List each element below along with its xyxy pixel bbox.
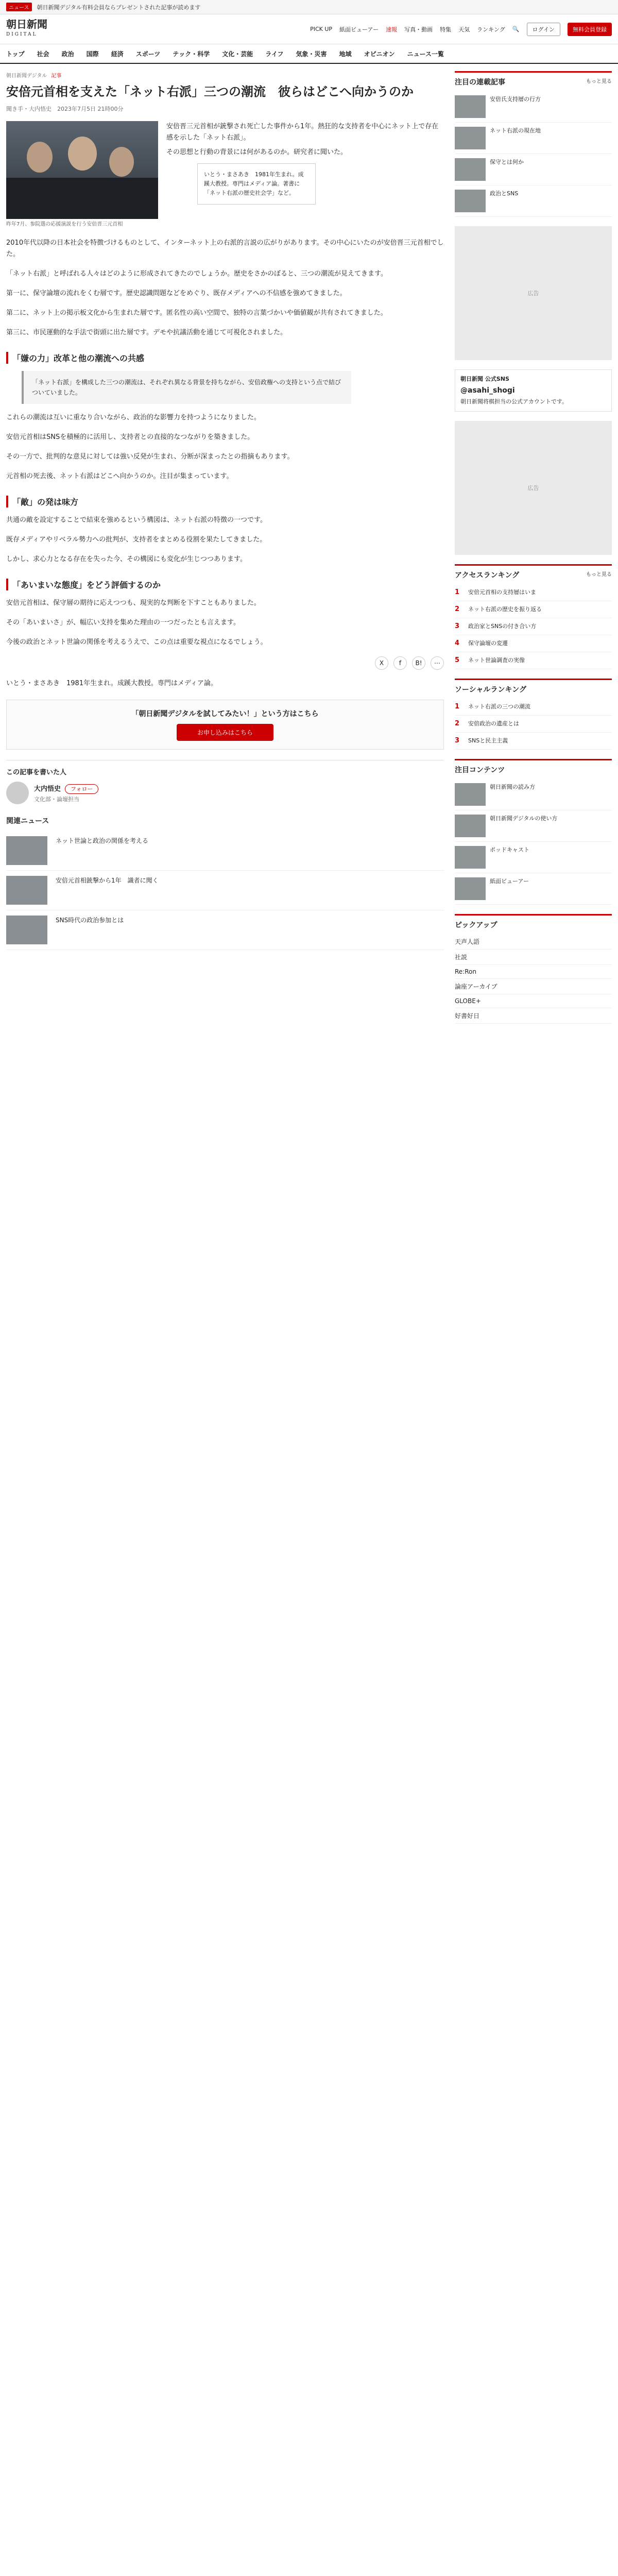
paragraph: 共通の敵を設定することで結束を強めるという構図は、ネット右派の特徴の一つです。 bbox=[6, 516, 267, 524]
header-link[interactable]: PICK UP bbox=[310, 26, 333, 32]
breadcrumb: 朝日新聞デジタル 記事 bbox=[6, 73, 62, 79]
top-banner[interactable] bbox=[0, 0, 618, 14]
side-link[interactable]: GLOBE+ bbox=[455, 994, 612, 1008]
paragraph: 今後の政治とネット世論の関係を考えるうえで、この点は重要な視点になるでしょう。 bbox=[6, 638, 267, 646]
paragraph: 第一に、保守論壇の流れをくむ層です。歴史認識問題などをめぐり、既存メディアへの不信感を強めてきました。 bbox=[6, 290, 347, 297]
article bbox=[6, 64, 444, 1033]
promo-text: 「朝日新聞デジタルを試してみたい！」という方はこちら bbox=[131, 710, 319, 718]
x-share-icon[interactable]: X bbox=[375, 656, 388, 670]
author-heading: この記事を書いた人 bbox=[6, 769, 67, 776]
paragraph: 元首相の死去後、ネット右派はどこへ向かうのか。注目が集まっています。 bbox=[6, 472, 233, 480]
byline: 聞き手・大内悟史 2023年7月5日 21時00分 bbox=[6, 106, 124, 112]
nav-item[interactable]: トップ bbox=[6, 50, 25, 58]
main-nav bbox=[0, 44, 618, 64]
sidebar bbox=[455, 64, 612, 1033]
article-body bbox=[6, 238, 444, 648]
paragraph: しかし、求心力となる存在を失った今、その構図にも変化が生じつつあります。 bbox=[6, 555, 247, 563]
quote-box: 「ネット右派」を構成した三つの潮流は、それぞれ異なる背景を持ちながら、安倍政権への支持という点で結びついていました。 bbox=[22, 371, 351, 404]
paragraph: 「ネット右派」と呼ばれる人々はどのように形成されてきたのでしょうか。歴史をさかのぼると、三つの潮流が見えてきます。 bbox=[6, 270, 387, 278]
paragraph: 安倍元首相はSNSを積極的に活用し、支持者との直接的なつながりを築きました。 bbox=[6, 433, 254, 441]
header-link[interactable]: 速報 bbox=[386, 26, 398, 33]
ranking-more-link[interactable]: もっと見る bbox=[586, 572, 612, 578]
section-heading: 「あいまいな態度」をどう評価するのか bbox=[6, 579, 444, 590]
nav-item[interactable]: テック・科学 bbox=[173, 50, 210, 58]
banner-badge: ニュース bbox=[6, 3, 32, 11]
author-avatar[interactable] bbox=[6, 782, 29, 804]
ad-slot[interactable]: 広告 bbox=[455, 226, 612, 360]
related-item[interactable]: SNS時代の政治参加とは bbox=[6, 910, 444, 950]
nav-item[interactable]: ニュース一覧 bbox=[407, 50, 444, 58]
pick-heading: 注目の連載記事 bbox=[455, 78, 505, 87]
pick-more-link[interactable]: もっと見る bbox=[586, 79, 612, 84]
nav-item[interactable]: 国際 bbox=[86, 50, 99, 58]
article-photo[interactable] bbox=[6, 121, 158, 219]
header-links bbox=[310, 23, 612, 36]
subscribe-promo bbox=[6, 700, 444, 750]
related-item[interactable]: ネット世論と政治の関係を考える bbox=[6, 831, 444, 871]
search-icon[interactable]: 🔍 bbox=[512, 26, 520, 32]
site-logo[interactable]: 朝日新聞 DIGITAL bbox=[6, 18, 47, 37]
profile-box: いとう・まさあき 1981年生まれ。成蹊大教授。専門はメディア論。著書に「ネット右派の歴史社会学」など。 bbox=[197, 163, 316, 205]
paragraph: これらの潮流は互いに重なり合いながら、政治的な影響力を持つようになりました。 bbox=[6, 414, 261, 421]
bookmark-icon[interactable]: B! bbox=[412, 656, 425, 670]
header-link[interactable]: 天気 bbox=[458, 26, 470, 33]
social-heading: ソーシャルランキング bbox=[455, 686, 527, 694]
author-box bbox=[6, 760, 444, 804]
follow-button[interactable]: フォロー bbox=[65, 784, 98, 794]
sns-handle[interactable]: @asahi_shogi bbox=[460, 386, 515, 395]
pick-item[interactable]: 政治とSNS bbox=[455, 185, 612, 217]
nav-item[interactable]: スポーツ bbox=[135, 50, 161, 58]
content-item[interactable]: 朝日新聞の読み方 bbox=[455, 779, 612, 810]
ranking-item[interactable]: 4 保守論壇の変遷 bbox=[455, 635, 612, 652]
facebook-share-icon[interactable]: f bbox=[393, 656, 407, 670]
content-item[interactable]: 朝日新聞デジタルの使い方 bbox=[455, 810, 612, 842]
paragraph: その「あいまいさ」が、幅広い支持を集めた理由の一つだったとも言えます。 bbox=[6, 619, 240, 626]
side-link[interactable]: 論座アーカイブ bbox=[455, 979, 612, 994]
register-button[interactable]: 無料会員登録 bbox=[568, 23, 612, 36]
nav-item[interactable]: 経済 bbox=[111, 50, 124, 58]
nav-item[interactable]: 文化・芸能 bbox=[222, 50, 253, 58]
paragraph: 第三に、市民運動的な手法で街頭に出た層です。デモや抗議活動を通じて可視化されました。 bbox=[6, 329, 287, 336]
side-link[interactable]: 好書好日 bbox=[455, 1008, 612, 1024]
social-ranking-box bbox=[455, 679, 612, 750]
header-link[interactable]: 特集 bbox=[440, 26, 452, 33]
photo-caption: 昨年7月、参院選の応援演説を行う安倍晋三元首相 bbox=[6, 222, 123, 227]
pick-box bbox=[455, 71, 612, 217]
author-role: 文化部・論壇担当 bbox=[34, 795, 79, 803]
article-title: 安倍元首相を支えた「ネット右派」三つの潮流 彼らはどこへ向かうのか bbox=[6, 84, 414, 99]
nav-item[interactable]: オピニオン bbox=[364, 50, 395, 58]
share-bar bbox=[6, 656, 444, 670]
social-item[interactable]: 3 SNSと民主主義 bbox=[455, 733, 612, 750]
more-icon[interactable]: ⋯ bbox=[431, 656, 444, 670]
section-heading: 「敵」の発は味方 bbox=[6, 496, 444, 507]
header-link[interactable]: ランキング bbox=[477, 26, 505, 33]
content-heading: 注目コンテンツ bbox=[455, 766, 505, 774]
paragraph: 既存メディアやリベラル勢力への批判が、支持者をまとめる役割を果たしてきました。 bbox=[6, 536, 267, 544]
ranking-item[interactable]: 1 安倍元首相の支持層はいま bbox=[455, 584, 612, 601]
ranking-item[interactable]: 5 ネット世論調査の実像 bbox=[455, 652, 612, 669]
ranking-heading: アクセスランキング bbox=[455, 571, 520, 580]
related-heading: 関連ニュース bbox=[6, 817, 49, 825]
paragraph: 安倍元首相は、保守層の期待に応えつつも、現実的な判断を下すこともありました。 bbox=[6, 599, 261, 607]
paragraph: 第二に、ネット上の掲示板文化から生まれた層です。匿名性の高い空間で、独特の言葉づかいや価値観が共有されてきました。 bbox=[6, 309, 387, 317]
subscribe-button[interactable]: お申し込みはこちら bbox=[177, 724, 273, 741]
nav-item[interactable]: 地域 bbox=[339, 50, 352, 58]
summary: 安倍晋三元首相が銃撃され死亡した事件から1年。熱狂的な支持者を中心にネット上で存在感を示した「ネット右派」。 その思想と行動の背景には何があるのか。研究者に聞いた。 いとう・まさあき 1981年生まれ。成蹊大教授。専門はメディア論。著書に「ネット右派の歴史社会学」など。 bbox=[166, 121, 444, 228]
pick-item[interactable]: 安倍氏支持層の行方 bbox=[455, 91, 612, 123]
pick-item[interactable]: 保守とは何か bbox=[455, 154, 612, 185]
paragraph: その一方で、批判的な意見に対しては強い反発が生まれ、分断が深まったとの指摘もあります。 bbox=[6, 453, 294, 461]
links-heading: ピックアップ bbox=[455, 921, 497, 929]
related-item[interactable]: 安倍元首相銃撃から1年 識者に聞く bbox=[6, 871, 444, 910]
side-link[interactable]: Re:Ron bbox=[455, 965, 612, 979]
side-link[interactable]: 社説 bbox=[455, 950, 612, 965]
ranking-item[interactable]: 2 ネット右派の歴史を振り返る bbox=[455, 601, 612, 618]
ranking-item[interactable]: 3 政治家とSNSの付き合い方 bbox=[455, 618, 612, 635]
ranking-box bbox=[455, 564, 612, 669]
ad-slot[interactable]: 広告 bbox=[455, 421, 612, 555]
nav-item[interactable]: 政治 bbox=[61, 50, 74, 58]
banner-text: 朝日新聞デジタル有料会員ならプレゼントされた記事が読めます bbox=[37, 4, 201, 11]
nav-item[interactable]: 社会 bbox=[37, 50, 49, 58]
section-heading: 「嫌の力」改革と他の潮流への共感 bbox=[6, 352, 444, 364]
sns-text: 朝日新聞将棋担当の公式アカウントです。 bbox=[460, 398, 568, 405]
site-header bbox=[0, 14, 618, 44]
nav-item[interactable]: ライフ bbox=[265, 50, 284, 58]
social-item[interactable]: 1 ネット右派の三つの潮流 bbox=[455, 699, 612, 716]
header-link[interactable]: 写真・動画 bbox=[404, 26, 433, 33]
nav-item[interactable]: 気象・災害 bbox=[296, 50, 327, 58]
content-item[interactable]: ポッドキャスト bbox=[455, 842, 612, 873]
end-note: いとう・まさあき 1981年生まれ。成蹊大教授。専門はメディア論。 bbox=[6, 680, 217, 687]
login-button[interactable]: ログイン bbox=[527, 23, 560, 36]
related-news bbox=[6, 816, 444, 950]
content-box bbox=[455, 759, 612, 905]
author-name[interactable]: 大内悟史 bbox=[34, 785, 61, 793]
sns-heading: 朝日新聞 公式SNS bbox=[460, 376, 509, 382]
content-item[interactable]: 紙面ビューアー bbox=[455, 873, 612, 905]
links-box bbox=[455, 914, 612, 1024]
social-item[interactable]: 2 安倍政治の遺産とは bbox=[455, 716, 612, 733]
header-link[interactable]: 紙面ビューアー bbox=[339, 26, 379, 33]
paragraph: 2010年代以降の日本社会を特徴づけるものとして、インターネット上の右派的言説の広がりがあります。その中心にいたのが安倍晋三元首相でした。 bbox=[6, 239, 444, 258]
pick-item[interactable]: ネット右派の現在地 bbox=[455, 123, 612, 154]
side-link[interactable]: 天声人語 bbox=[455, 934, 612, 950]
sns-box bbox=[455, 369, 612, 412]
